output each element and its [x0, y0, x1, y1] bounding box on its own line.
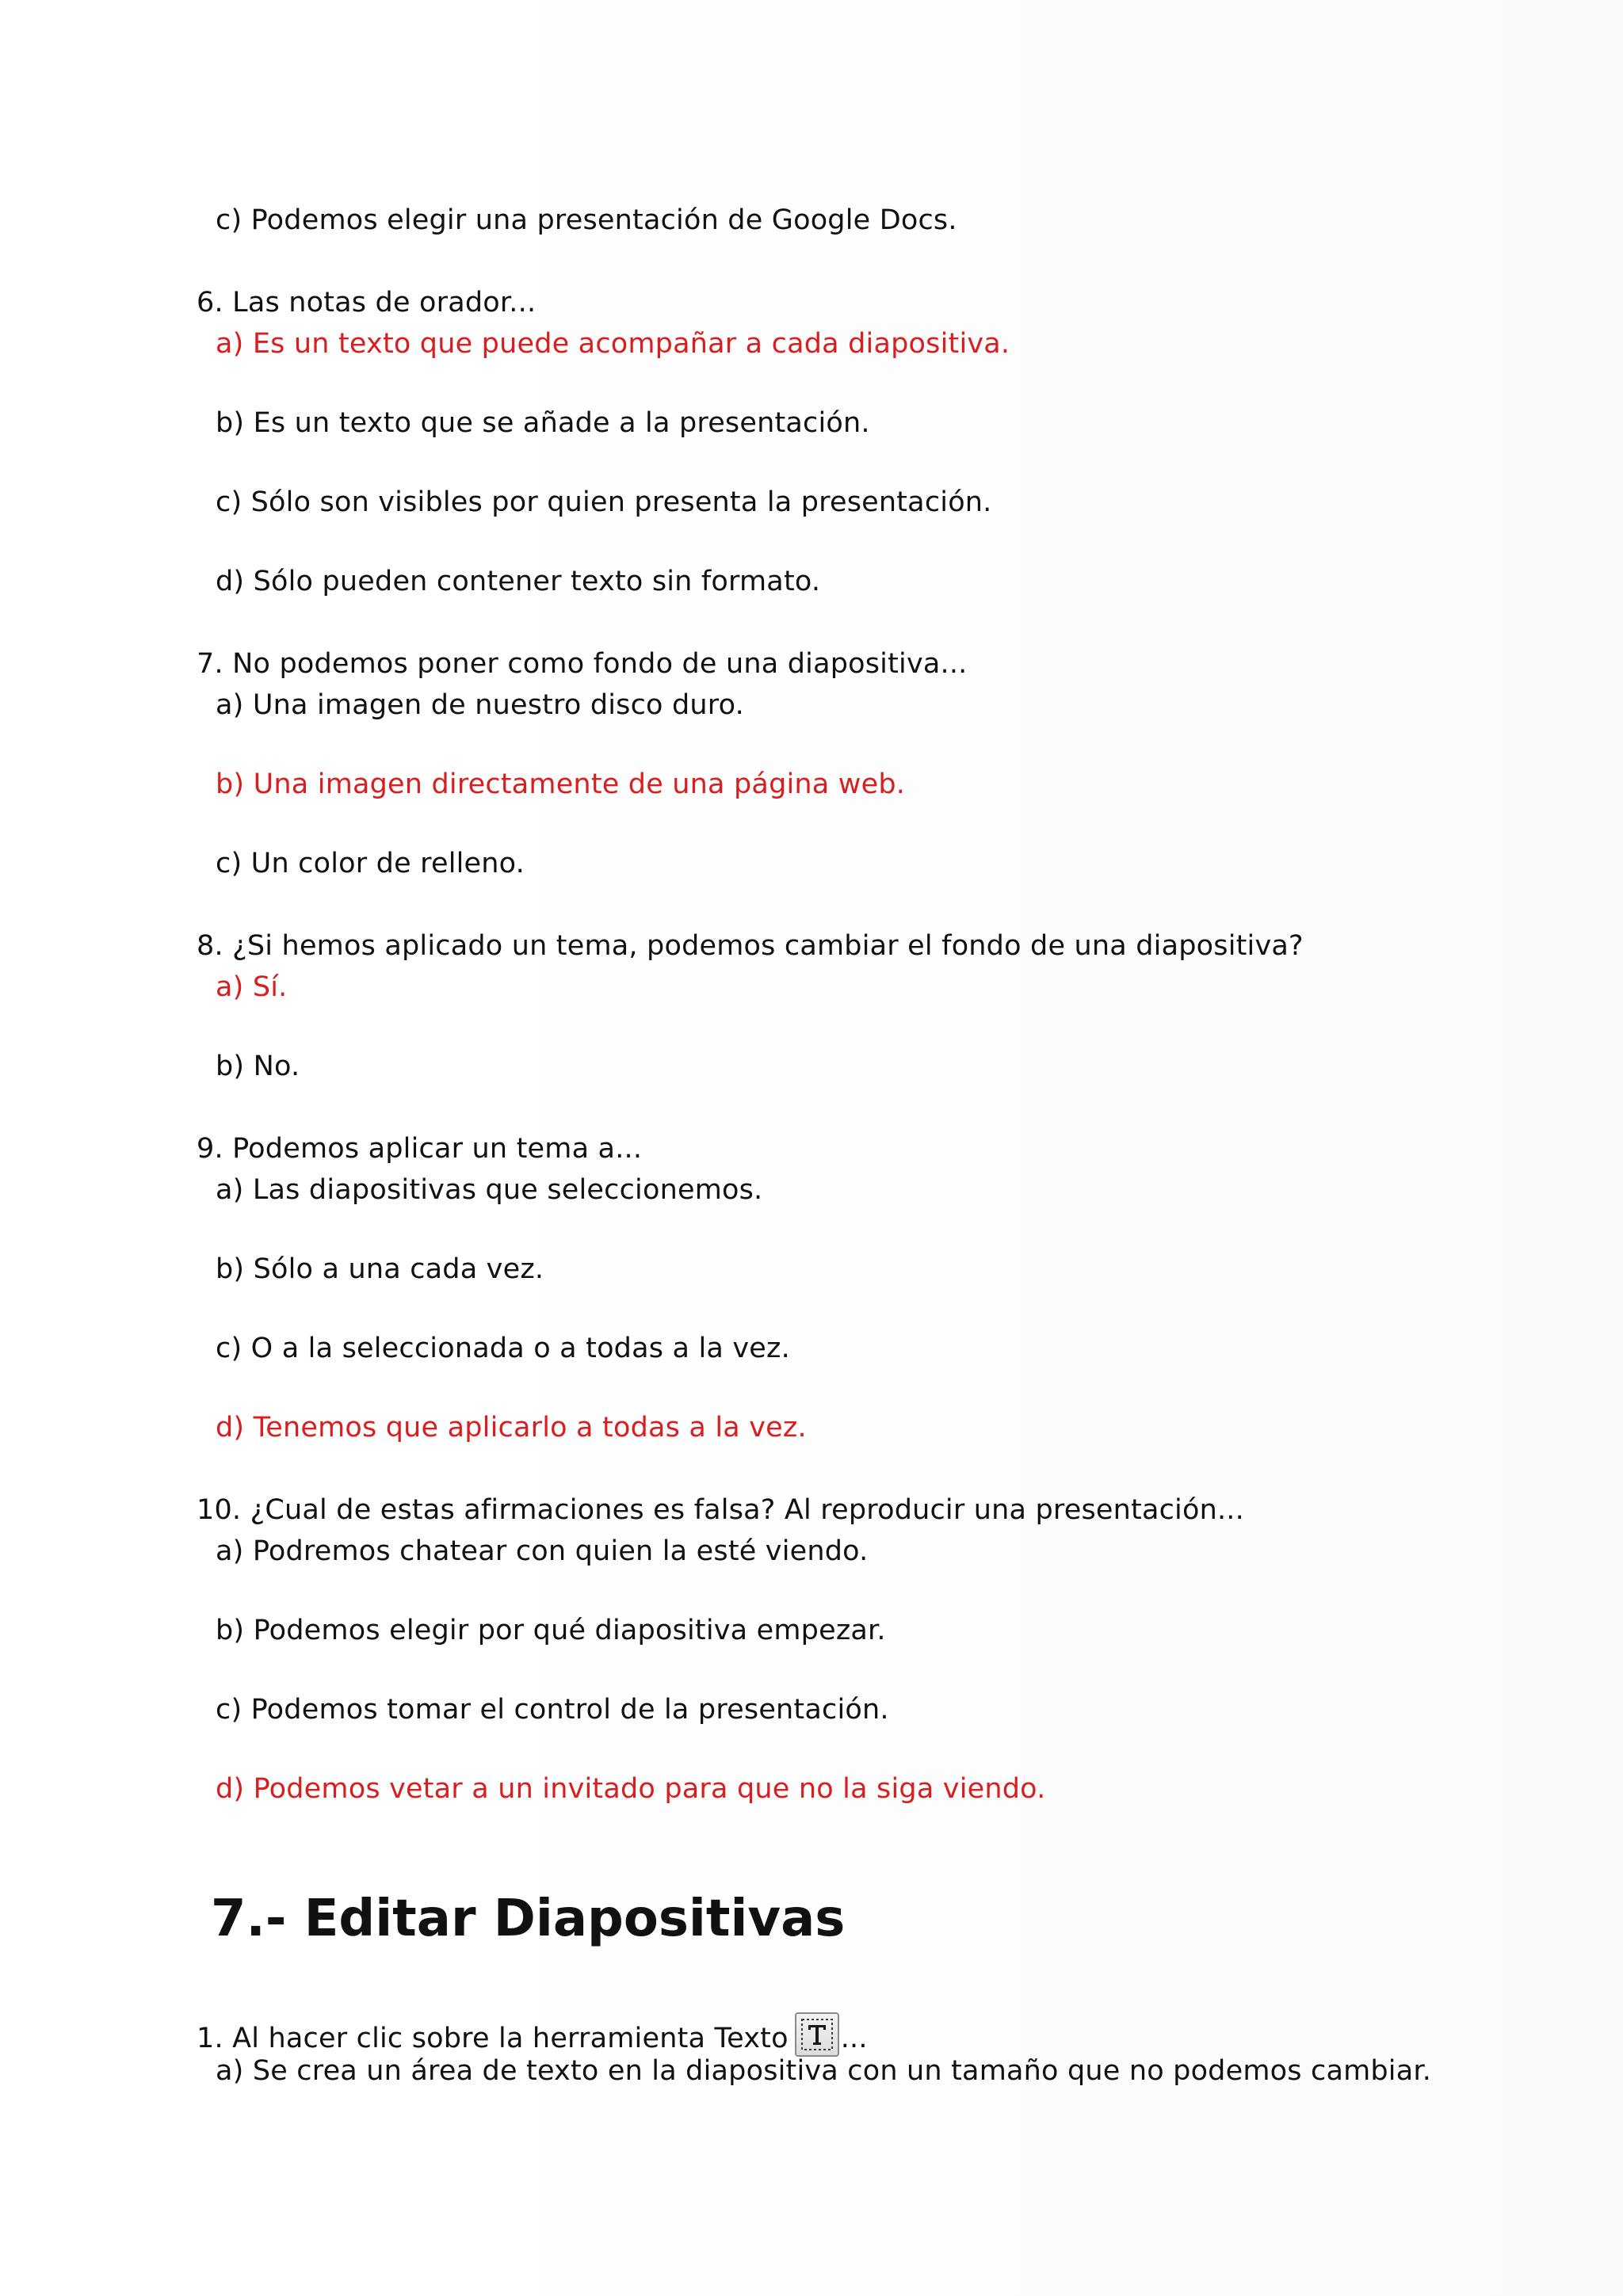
q6-option-d: d) Sólo pueden contener texto sin formato. [216, 566, 821, 597]
question-10: 10. ¿Cual de estas afirmaciones es falsa? Al reproducir una presentación... [197, 1494, 1244, 1526]
q8-option-a-correct: a) Sí. [216, 971, 288, 1003]
q7-option-c: c) Un color de relleno. [216, 848, 525, 879]
question-7: 7. No podemos poner como fondo de una diapositiva... [197, 648, 968, 680]
question-8: 8. ¿Si hemos aplicado un tema, podemos cambiar el fondo de una diapositiva? [197, 930, 1304, 962]
q6-option-c: c) Sólo son visibles por quien presenta la presentación. [216, 486, 992, 518]
q8-option-b: b) No. [216, 1051, 300, 1082]
s7q1-text: 1. Al hacer clic sobre la herramienta Texto [197, 2023, 789, 2054]
q9-option-c: c) O a la seleccionada o a todas a la vez. [216, 1333, 790, 1364]
q6-option-b: b) Es un texto que se añade a la presentación. [216, 407, 870, 439]
s7q1-ellipsis: ... [840, 2023, 868, 2054]
q10-option-d-correct: d) Podemos vetar a un invitado para que no la siga viendo. [216, 1773, 1046, 1805]
q9-option-a: a) Las diapositivas que seleccionemos. [216, 1174, 763, 1206]
section-heading: 7.- Editar Diapositivas [211, 1890, 846, 1948]
question-9: 9. Podemos aplicar un tema a... [197, 1133, 643, 1165]
q9-option-b: b) Sólo a una cada vez. [216, 1253, 544, 1285]
q9-option-d-correct: d) Tenemos que aplicarlo a todas a la vez. [216, 1412, 807, 1444]
q10-option-c: c) Podemos tomar el control de la presentación. [216, 1694, 889, 1726]
q7-option-a: a) Una imagen de nuestro disco duro. [216, 689, 744, 721]
q5-option-c: c) Podemos elegir una presentación de Google Docs. [216, 204, 957, 236]
question-6: 6. Las notas de orador... [197, 287, 537, 318]
q7-option-b-correct: b) Una imagen directamente de una página web. [216, 769, 906, 800]
text-tool-icon [795, 2012, 839, 2057]
s7q1-option-a: a) Se crea un área de texto en la diapositiva con un tamaño que no podemos cambiar. [216, 2055, 1432, 2087]
q10-option-b: b) Podemos elegir por qué diapositiva empezar. [216, 1615, 886, 1646]
q10-option-a: a) Podremos chatear con quien la esté viendo. [216, 1535, 869, 1567]
section7-question-1 [197, 2012, 868, 2057]
q6-option-a-correct: a) Es un texto que puede acompañar a cada diapositiva. [216, 328, 1010, 360]
